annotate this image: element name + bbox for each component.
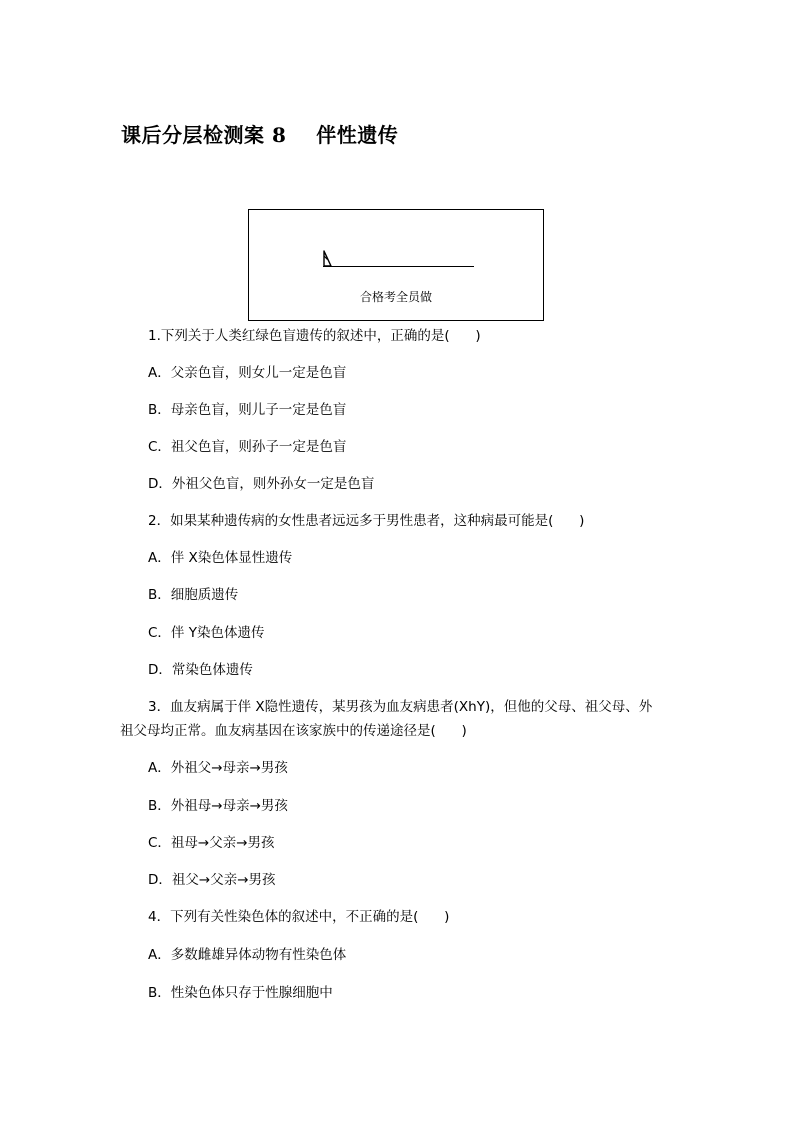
- question-2-option-c: C．伴 Y染色体遗传: [148, 625, 265, 641]
- section-banner: [248, 209, 544, 321]
- question-1-stem: 1.下列关于人类红绿色盲遗传的叙述中，正确的是( ): [148, 328, 481, 344]
- question-4-option-b: B．性染色体只存于性腺细胞中: [148, 985, 333, 1001]
- banner-rule: [323, 266, 474, 267]
- question-1-option-b: B．母亲色盲，则儿子一定是色盲: [148, 402, 347, 418]
- question-2-stem: 2．如果某种遗传病的女性患者远远多于男性患者，这种病最可能是( ): [148, 513, 585, 529]
- question-3-option-c: C．祖母→父亲→男孩: [148, 835, 275, 851]
- question-3-option-a: A．外祖父→母亲→男孩: [148, 760, 288, 776]
- question-1-option-c: C．祖父色盲，则孙子一定是色盲: [148, 439, 347, 455]
- question-4-option-a: A．多数雌雄异体动物有性染色体: [148, 947, 347, 963]
- question-4-stem: 4．下列有关性染色体的叙述中，不正确的是( ): [148, 909, 450, 925]
- question-3-stem-line-1: 3．血友病属于伴 X隐性遗传，某男孩为血友病患者(XhY)，但他的父母、祖父母、外: [148, 699, 653, 715]
- question-2-option-a: A．伴 X染色体显性遗传: [148, 550, 293, 566]
- page-title: 课后分层检测案 8 伴性遗传: [121, 123, 399, 147]
- question-3-option-b: B．外祖母→母亲→男孩: [148, 798, 288, 814]
- question-2-option-b: B．细胞质遗传: [148, 587, 239, 603]
- question-3-option-d: D．祖父→父亲→男孩: [148, 872, 276, 888]
- question-1-option-a: A．父亲色盲，则女儿一定是色盲: [148, 365, 347, 381]
- question-3-stem-line-2: 祖父母均正常。血友病基因在该家族中的传递途径是( ): [120, 723, 467, 739]
- question-1-option-d: D．外祖父色盲，则外孙女一定是色盲: [148, 476, 375, 492]
- banner-caption: 合格考全员做: [359, 290, 432, 304]
- question-2-option-d: D．常染色体遗传: [148, 662, 253, 678]
